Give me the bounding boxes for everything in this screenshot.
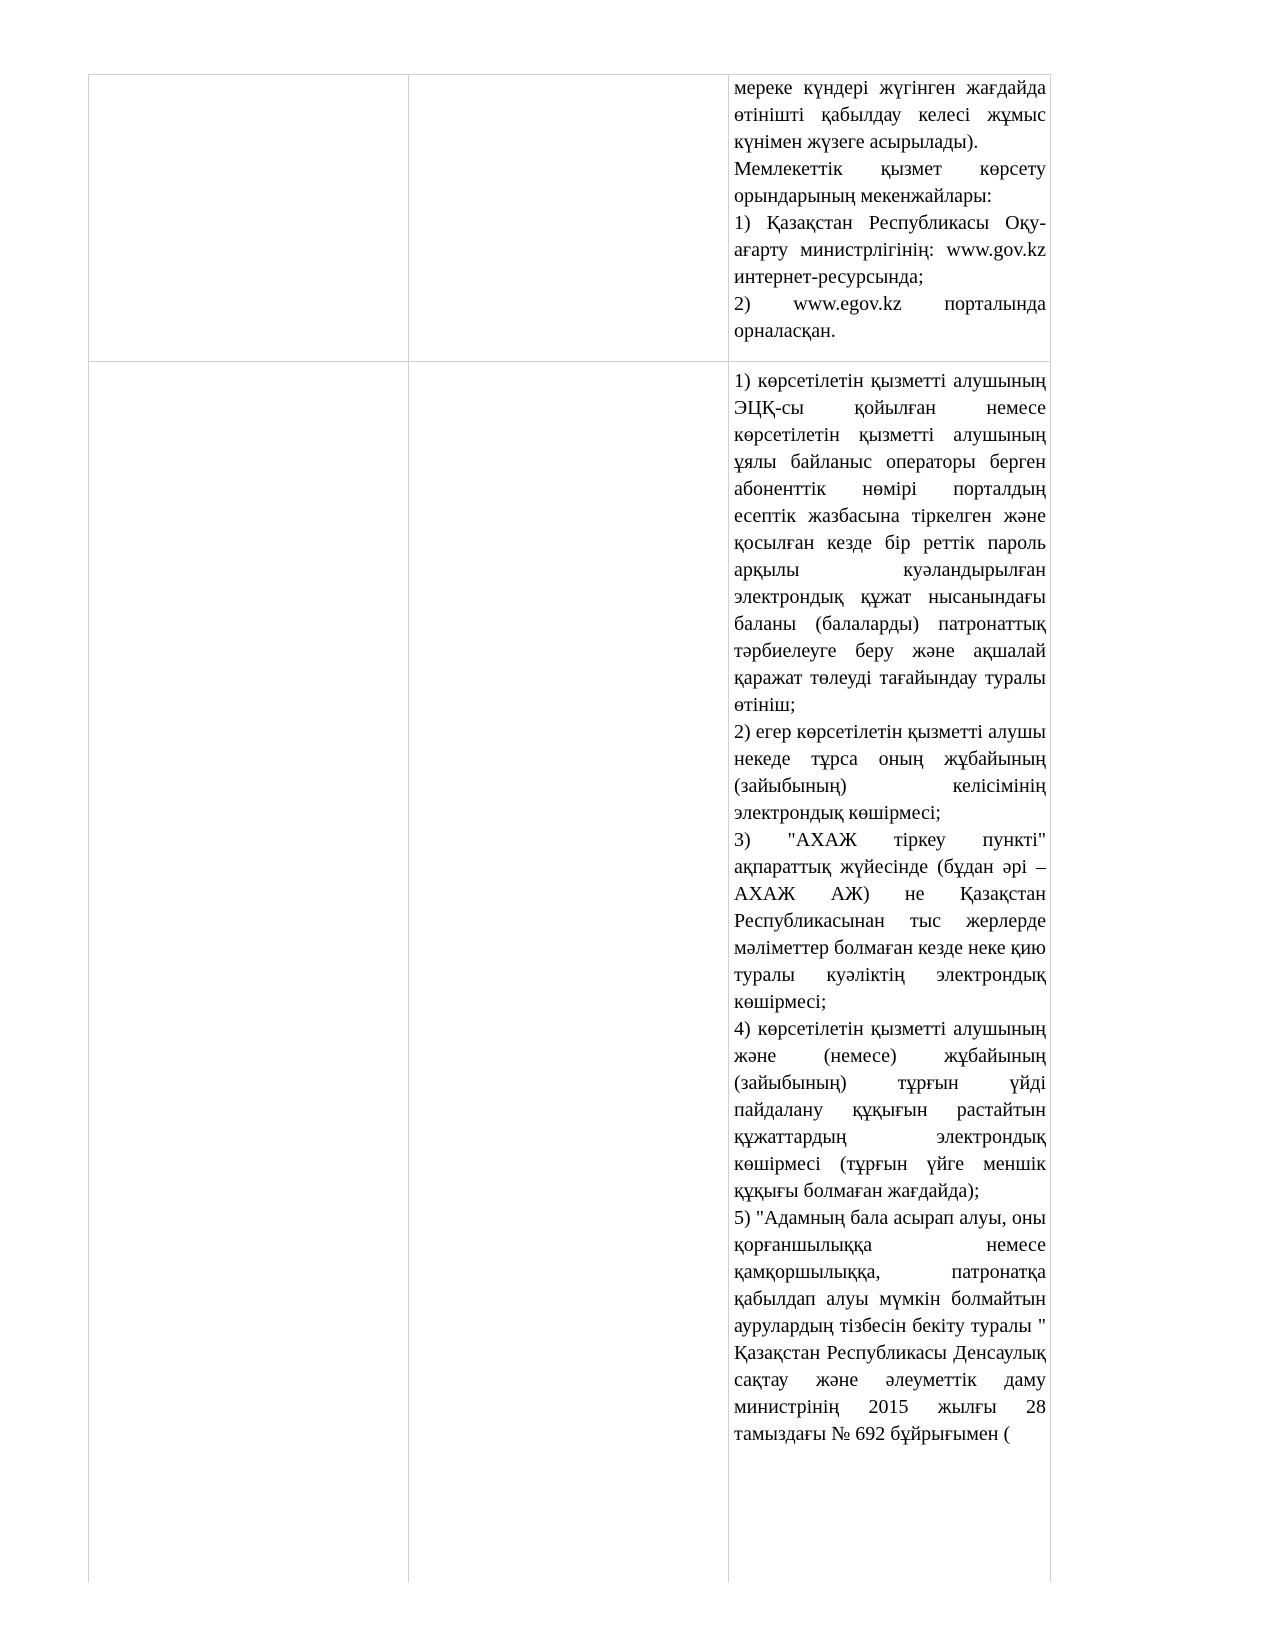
table-cell-empty	[89, 362, 409, 1583]
table-row	[89, 75, 1051, 362]
paragraph: 5) "Адамның бала асырап алуы, оны қорғаншылыққа немесе қамқоршылыққа, патронатқа қабылдап алуы мүмкін болмайтын аурулардың тізбесін бекіту туралы " Қазақстан Республикасы Денсаулық сақтау және әлеуметтік даму министрінің 2015 жылғы 28 тамыздағы № 692 бұйрығымен (	[734, 1207, 1046, 1445]
table-cell-empty	[409, 75, 729, 362]
paragraph: 3) "АХАЖ тіркеу пункті" ақпараттық жүйесінде (бұдан әрі – АХАЖ АЖ) не Қазақстан Республикасынан тыс жерлерде мәліметтер болмаған кезде неке қию туралы куәліктің электрондық көшірмесі;	[734, 829, 1047, 1013]
paragraph: 4) көрсетілетін қызметті алушының және (немесе) жұбайының (зайыбының) тұрғын үйді пайдалану құқығын растайтын құжаттардың электрондық көшірмесі (тұрғын үйге меншік құқығы болмаған жағдайда);	[734, 1018, 1046, 1202]
document-table	[88, 74, 1051, 1582]
table-cell-empty	[89, 75, 409, 362]
table-cell-text	[729, 75, 1051, 362]
paragraph: мереке күндері жүгінген жағдайда өтінішті қабылдау келесі жұмыс күнімен жүзеге асырылады).	[734, 77, 1046, 153]
paragraph: 2) егер көрсетілетін қызметті алушы некеде тұрса оның жұбайының (зайыбының) келісімінің электрондық көшірмесі;	[734, 721, 1046, 824]
table-cell-empty	[409, 362, 729, 1583]
paragraph: Мемлекеттік қызмет көрсету орындарының мекенжайлары:	[734, 158, 1046, 207]
paragraph: 1) көрсетілетін қызметті алушының ЭЦҚ-сы қойылған немесе көрсетілетін қызметті алушының ұялы байланыс операторы берген абоненттік нөмірі порталдың есептік жазбасына тіркелген және қосылған кезде бір реттік пароль арқылы куәландырылған электрондық құжат нысанындағы баланы (балаларды) патронаттық тәрбиелеуге беру және ақшалай қаражат төлеуді тағайындау туралы өтініш;	[734, 370, 1046, 716]
table-cell-text	[729, 362, 1051, 1583]
table-row	[89, 362, 1051, 1583]
paragraph: 1) Қазақстан Республикасы Оқу-ағарту министрлігінің: www.gov.kz интернет-ресурсында;	[734, 212, 1046, 288]
paragraph: 2) www.egov.kz порталында орналасқан.	[734, 293, 1046, 342]
